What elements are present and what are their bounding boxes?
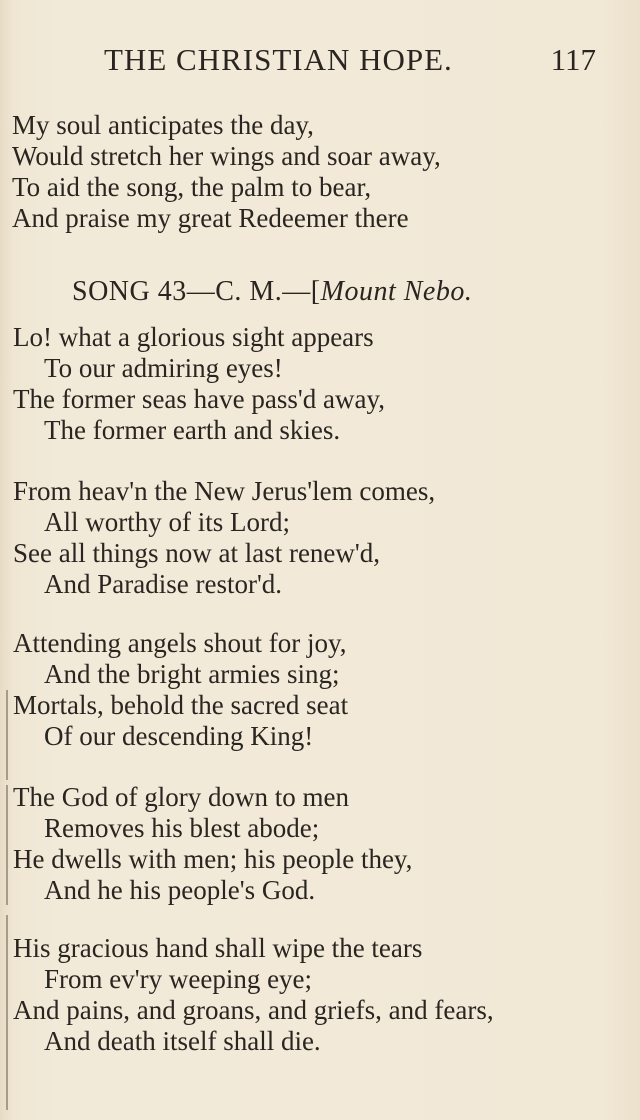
tune-name: Mount Nebo. <box>320 276 473 307</box>
verse-line: Mortals, behold the sacred seat <box>13 690 349 720</box>
verse-line-indented: And Paradise restor'd. <box>44 569 283 599</box>
verse-line: Would stretch her wings and soar away, <box>12 141 441 171</box>
verse-line: See all things now at last renew'd, <box>13 538 381 568</box>
running-title: THE CHRISTIAN HOPE. <box>104 42 453 77</box>
gutter-mark <box>6 690 8 780</box>
verse-line-indented: All worthy of its Lord; <box>44 507 290 537</box>
page-header <box>104 42 604 82</box>
verse-line-indented: The former earth and skies. <box>44 415 341 445</box>
verse-line-indented: From ev'ry weeping eye; <box>44 964 313 994</box>
verse-line: My soul anticipates the day, <box>12 110 314 140</box>
verse-line: And pains, and groans, and griefs, and fears, <box>13 995 494 1025</box>
song-number-meter: SONG 43—C. M.—[ <box>72 276 321 307</box>
verse-line: He dwells with men; his people they, <box>13 844 413 874</box>
verse-line-indented: And the bright armies sing; <box>44 659 340 689</box>
verse-line-indented: Removes his blest abode; <box>44 813 320 843</box>
song-heading <box>72 276 472 308</box>
verse-line-indented: Of our descending King! <box>44 721 314 751</box>
verse-line: Attending angels shout for joy, <box>13 628 347 658</box>
verse-line: Lo! what a glorious sight appears <box>13 322 374 352</box>
verse-line: To aid the song, the palm to bear, <box>12 172 372 202</box>
page-number: 117 <box>550 42 596 77</box>
verse-line: The former seas have pass'd away, <box>13 384 385 414</box>
verse-line-indented: To our admiring eyes! <box>44 353 283 383</box>
verse-line: The God of glory down to men <box>13 782 349 812</box>
verse-line-indented: And death itself shall die. <box>44 1026 321 1056</box>
verse-line: His gracious hand shall wipe the tears <box>13 933 423 963</box>
verse-line: And praise my great Redeemer there <box>12 203 409 233</box>
verse-line-indented: And he his people's God. <box>44 875 316 905</box>
gutter-mark <box>6 915 8 1110</box>
gutter-mark <box>6 785 8 905</box>
verse-line: From heav'n the New Jerus'lem comes, <box>13 476 436 506</box>
